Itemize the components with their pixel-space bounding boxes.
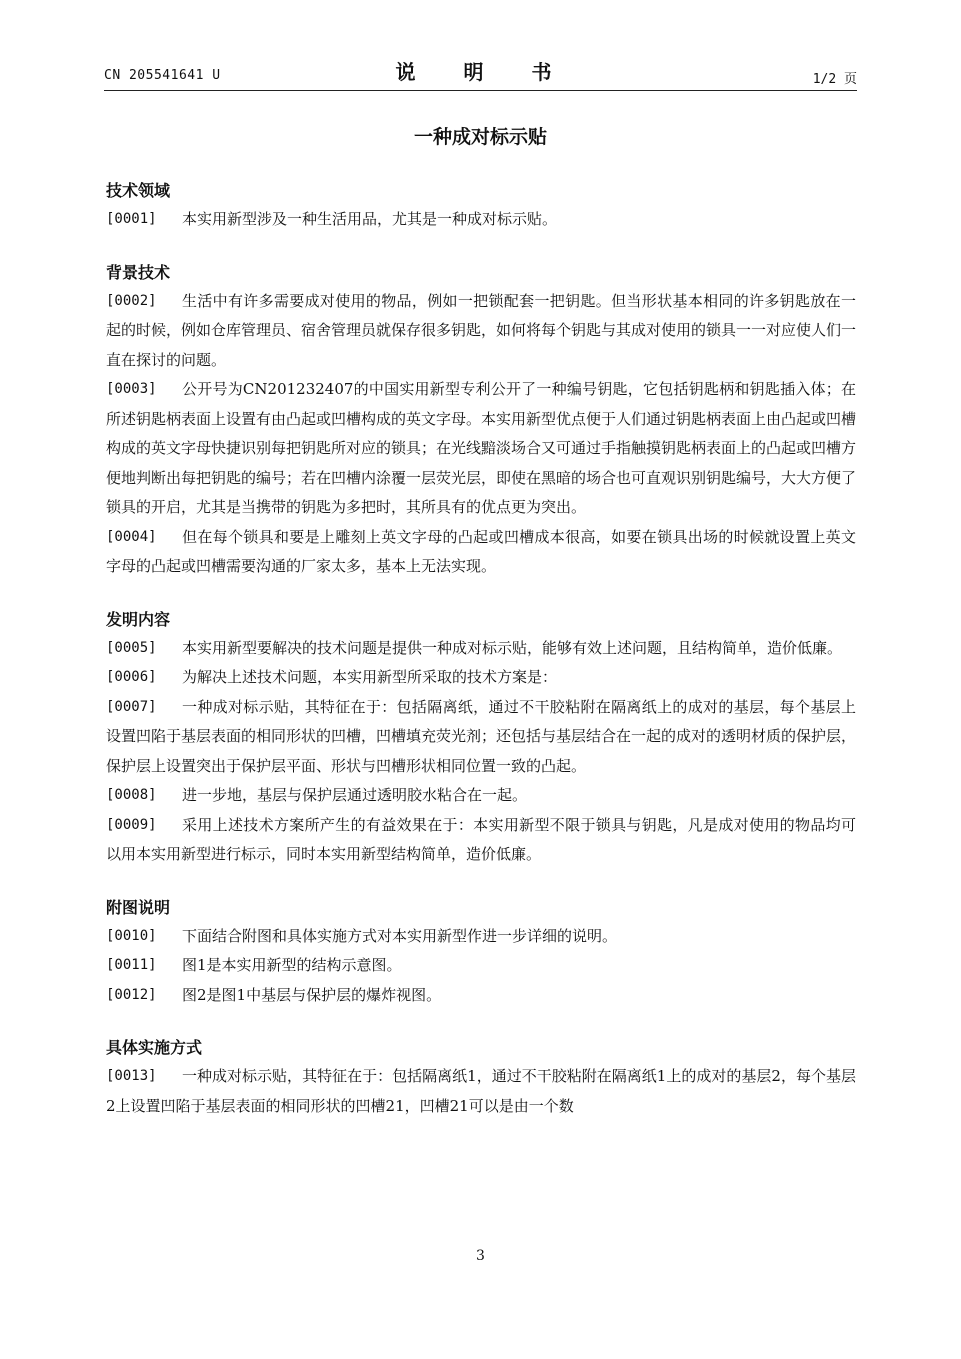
- paragraph: [106, 287, 856, 376]
- paragraph-text: 本实用新型要解决的技术问题是提供一种成对标示贴，能够有效上述问题，且结构简单，造价低廉。: [182, 638, 843, 657]
- paragraph: [106, 375, 856, 523]
- paragraph: [106, 811, 856, 870]
- paragraph: [106, 634, 856, 664]
- paragraph-number: [0005]: [106, 639, 157, 656]
- section-background: [106, 258, 856, 582]
- paragraph-text: 进一步地，基层与保护层通过透明胶水粘合在一起。: [182, 786, 528, 804]
- paragraph-number: [0003]: [106, 381, 157, 397]
- paragraph-text: 但在每个锁具和要是上雕刻上英文字母的凸起或凹槽成本很高，如要在锁具出场的时候就设置上英文字母的凸起或凹槽需要沟通的厂家太多，基本上无法实现。: [106, 527, 856, 575]
- paragraph-text: 一种成对标示贴，其特征在于：包括隔离纸1，通过不干胶粘附在隔离纸1上的成对的基层2，每个基层2上设置凹陷于基层表面的相同形状的凹槽21，凹槽21可以是由一个数: [106, 1067, 856, 1115]
- section-invention-content: [106, 605, 856, 870]
- paragraph-number: [0007]: [106, 698, 157, 715]
- paragraph-number: [0011]: [106, 957, 157, 973]
- paragraph-text: 一种成对标示贴，其特征在于：包括隔离纸，通过不干胶粘附在隔离纸上的成对的基层，每个基层上设置凹陷于基层表面的相同形状的凹槽，凹槽填充荧光剂；还包括与基层结合在一起的成对的透明材质的保护层，保护层上设置突出于保护层平面、形状与凹槽形状相同位置一致的凸起。: [106, 697, 857, 775]
- paragraph-number: [0006]: [106, 669, 157, 685]
- section-heading: 附图说明: [106, 897, 171, 917]
- page-header: [104, 52, 857, 91]
- document-type: 说 明 书: [395, 60, 566, 84]
- paragraph: [106, 781, 856, 811]
- publication-number: CN 205541641 U: [104, 68, 221, 83]
- paragraph-number: [0012]: [106, 986, 157, 1003]
- paragraph-number: [0008]: [106, 787, 157, 803]
- section-embodiment: [106, 1033, 856, 1121]
- paragraph: [106, 523, 856, 582]
- paragraph-text: 生活中有许多需要成对使用的物品，例如一把锁配套一把钥匙。但当形状基本相同的许多钥匙放在一起的时候，例如仓库管理员、宿舍管理员就保存很多钥匙，如何将每个钥匙与其成对使用的锁具一一对应使人们一直在探讨的问题。: [106, 291, 857, 369]
- paragraph-text: 图2是图1中基层与保护层的爆炸视图。: [182, 985, 442, 1004]
- section-heading: 具体实施方式: [106, 1038, 203, 1057]
- section-heading: 背景技术: [106, 262, 171, 282]
- section-figure-description: [106, 893, 856, 1011]
- section-technical-field: [106, 176, 856, 235]
- paragraph-number: [0001]: [106, 211, 157, 227]
- paragraph: [106, 205, 856, 235]
- paragraph-text: 本实用新型涉及一种生活用品，尤其是一种成对标示贴。: [182, 210, 558, 228]
- paragraph: [106, 1062, 856, 1121]
- paragraph-number: [0009]: [106, 816, 157, 833]
- paragraph-text: 采用上述技术方案所产生的有益效果在于：本实用新型不限于锁具与钥匙，凡是成对使用的物品均可以用本实用新型进行标示，同时本实用新型结构简单，造价低廉。: [106, 815, 856, 863]
- paragraph-text: 图1是本实用新型的结构示意图。: [182, 956, 402, 974]
- paragraph: [106, 663, 856, 693]
- document-title: 一种成对标示贴: [413, 126, 547, 148]
- document-body: [106, 176, 856, 1144]
- paragraph-text: 下面结合附图和具体实施方式对本实用新型作进一步详细的说明。: [182, 926, 618, 945]
- paragraph-number: [0002]: [106, 292, 157, 309]
- paragraph-number: [0010]: [106, 927, 157, 944]
- page-count: 1/2 页: [812, 72, 857, 87]
- page-number: 3: [476, 1248, 485, 1264]
- paragraph: [106, 951, 856, 981]
- paragraph-text: 公开号为CN201232407的中国实用新型专利公开了一种编号钥匙，它包括钥匙柄和钥匙插入体；在所述钥匙柄表面上设置有由凸起或凹槽构成的英文字母。本实用新型优点便于人们通过钥匙柄表面上由凸起或凹槽构成的英文字母快捷识别每把钥匙所对应的锁具；在光线黯淡场合又可通过手指触摸钥匙柄表面上的凸起或凹槽方便地判断出每把钥匙的编号；若在凹槽内涂覆一层荧光层，即使在黑暗的场合也可直观识别钥匙编号，大大方便了锁具的开启，尤其是当携带的钥匙为多把时，其所具有的优点更为突出。: [106, 380, 857, 516]
- paragraph-number: [0004]: [106, 528, 157, 545]
- section-heading: 发明内容: [106, 609, 171, 629]
- section-heading: 技术领域: [106, 181, 171, 200]
- paragraph: [106, 922, 856, 952]
- paragraph: [106, 693, 856, 782]
- paragraph: [106, 981, 856, 1011]
- paragraph-number: [0013]: [106, 1068, 157, 1084]
- paragraph-text: 为解决上述技术问题，本实用新型所采取的技术方案是：: [182, 668, 558, 686]
